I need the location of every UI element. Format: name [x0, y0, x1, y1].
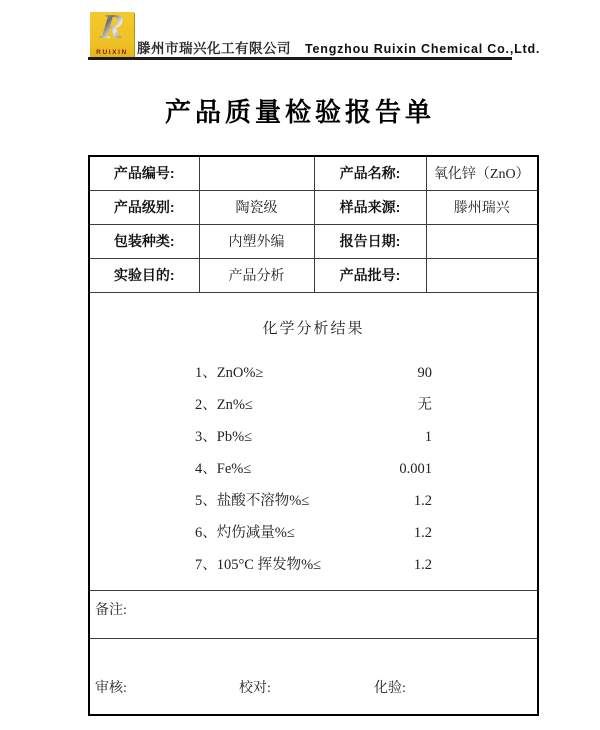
analysis-section-title: 化学分析结果	[262, 320, 365, 337]
analysis-item-label: 3、Pb%≤	[195, 428, 253, 445]
signoff-test-label: 化验:	[374, 680, 406, 696]
cell-test-purpose-label: 实验目的:	[89, 258, 199, 292]
analysis-item	[195, 398, 432, 413]
analysis-item-label: 5、盐酸不溶物%≤	[195, 492, 310, 509]
analysis-item	[195, 366, 432, 381]
cell-sample-source-label: 样品来源:	[314, 190, 426, 224]
table-row	[89, 258, 538, 292]
table-row	[89, 190, 538, 224]
signoff-review-label: 审核:	[95, 680, 127, 696]
analysis-item-value: 无	[417, 396, 432, 413]
company-name-en: Tengzhou Ruixin Chemical Co.,Ltd.	[305, 42, 541, 56]
table-row	[89, 224, 538, 258]
analysis-section	[89, 292, 538, 590]
signoff-section	[89, 638, 538, 715]
analysis-item-value: 1.2	[413, 492, 432, 509]
analysis-item	[195, 462, 432, 477]
cell-sample-source-value: 滕州瑞兴	[426, 190, 538, 224]
cell-report-date-label: 报告日期:	[314, 224, 426, 258]
analysis-item	[195, 526, 432, 541]
analysis-item-label: 7、105°C 挥发物%≤	[195, 556, 322, 573]
analysis-item	[195, 558, 432, 573]
page-title: 产品质量检验报告单	[164, 97, 435, 127]
analysis-row	[89, 292, 538, 590]
analysis-item-value: 1	[424, 428, 432, 445]
cell-batch-number-value	[426, 258, 538, 292]
header-divider	[88, 57, 512, 60]
signoff-proofread-label: 校对:	[239, 680, 271, 696]
analysis-items	[90, 366, 537, 573]
cell-test-purpose-value: 产品分析	[199, 258, 314, 292]
logo-r-glyph: R	[88, 8, 136, 46]
cell-product-name-value: 氧化锌（ZnO）	[426, 156, 538, 190]
company-name-line	[137, 37, 540, 57]
analysis-item-label: 2、Zn%≤	[195, 396, 253, 413]
remarks-section	[89, 590, 538, 638]
table-row	[89, 156, 538, 190]
analysis-item	[195, 494, 432, 509]
cell-report-date-value	[426, 224, 538, 258]
analysis-item-label: 4、Fe%≤	[195, 460, 252, 477]
cell-batch-number-label: 产品批号:	[314, 258, 426, 292]
report-table	[88, 155, 539, 716]
logo-brand-text: RUIXIN	[96, 49, 128, 56]
company-name-cn: 滕州市瑞兴化工有限公司	[137, 41, 291, 56]
analysis-item-label: 6、灼伤减量%≤	[195, 524, 295, 541]
cell-product-name-label: 产品名称:	[314, 156, 426, 190]
analysis-item-value: 0.001	[399, 460, 432, 477]
cell-product-grade-label: 产品级别:	[89, 190, 199, 224]
remarks-row	[89, 590, 538, 638]
analysis-item-value: 1.2	[413, 524, 432, 541]
analysis-item-value: 1.2	[413, 556, 432, 573]
analysis-item-label: 1、ZnO%≥	[195, 364, 264, 381]
company-logo	[90, 7, 134, 57]
remarks-label: 备注:	[95, 602, 127, 618]
cell-package-type-label: 包装种类:	[89, 224, 199, 258]
cell-product-grade-value: 陶瓷级	[199, 190, 314, 224]
cell-product-code-value	[199, 156, 314, 190]
signoff-row	[89, 638, 538, 715]
cell-product-code-label: 产品编号:	[89, 156, 199, 190]
analysis-item	[195, 430, 432, 445]
analysis-item-value: 90	[417, 364, 432, 381]
cell-package-type-value: 内塑外编	[199, 224, 314, 258]
